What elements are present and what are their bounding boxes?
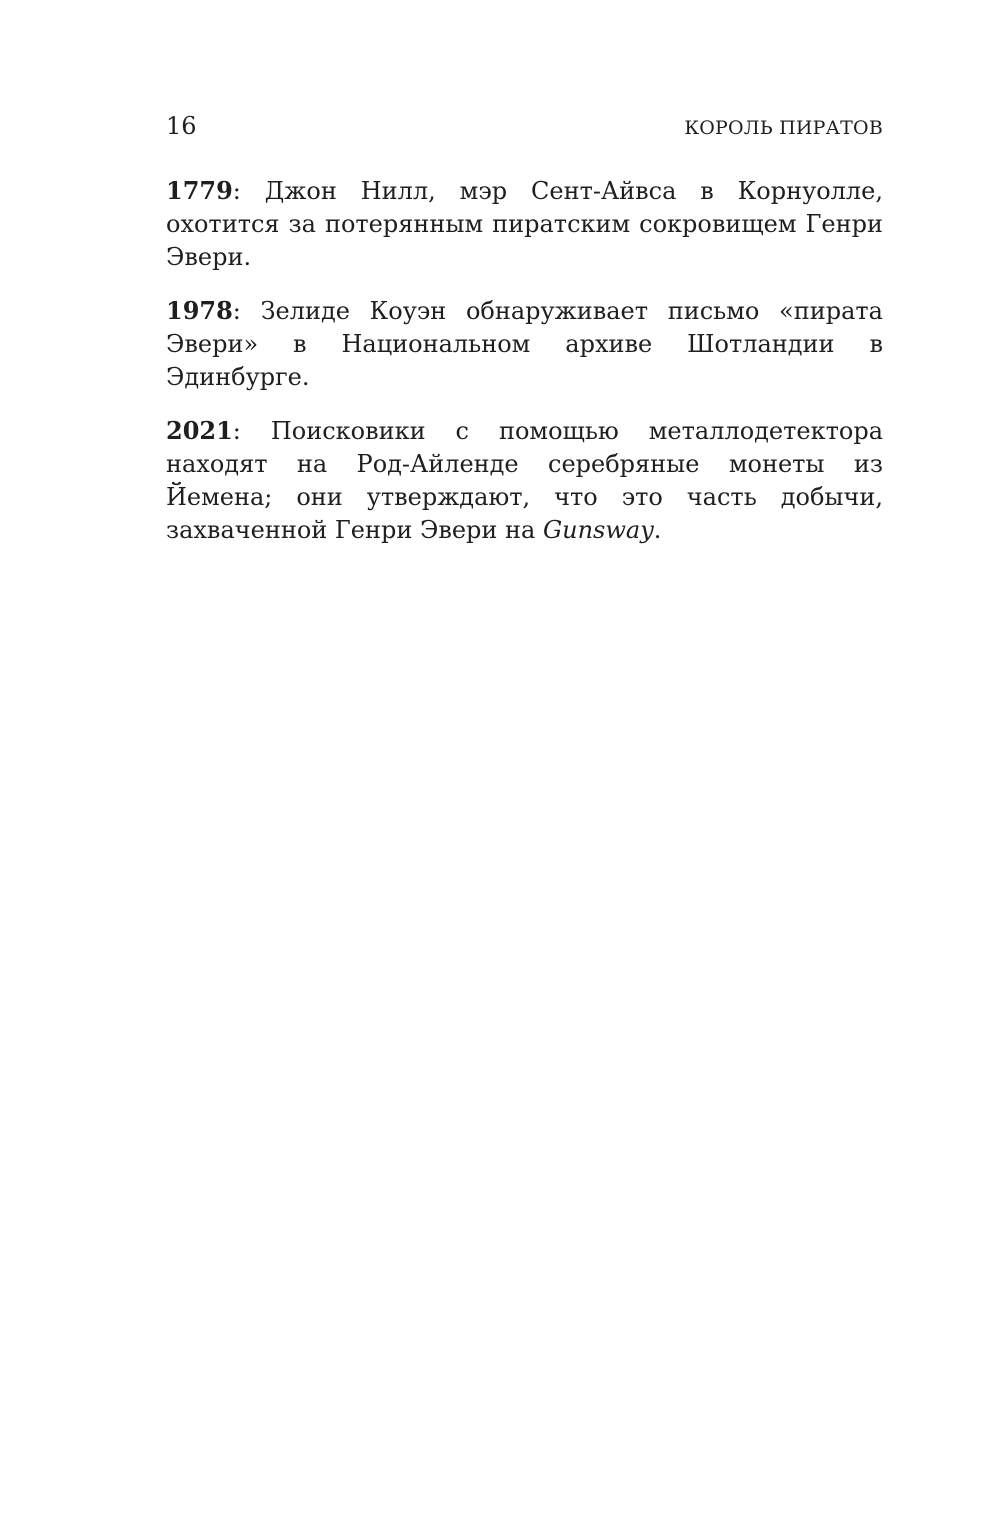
- entry-year: 1779: [166, 176, 233, 205]
- page-number: 16: [166, 112, 197, 140]
- timeline-entry-2021: [166, 414, 883, 547]
- entry-tail: .: [653, 516, 662, 544]
- entry-text: : Зелиде Коуэн обнаруживает письмо «пирата Эвери» в Национальном архиве Шотландии в Эдинбурге.: [166, 297, 883, 391]
- timeline-entry-1978: [166, 294, 883, 394]
- entry-text: : Джон Нилл, мэр Сент-Айвса в Корнуолле, охотится за потерянным пиратским сокровищем Генри Эвери.: [166, 177, 883, 271]
- timeline-entry-1779: [166, 174, 883, 274]
- running-head: [166, 112, 883, 152]
- entry-year: 2021: [166, 416, 233, 445]
- entry-text: : Поисковики с помощью металлодетектора находят на Род-Айленде серебряные монеты из Йемена; они утверждают, что это часть добычи, захваченной Генри Эвери на: [166, 417, 883, 544]
- book-page: [166, 112, 883, 567]
- book-title: КОРОЛЬ ПИРАТОВ: [684, 117, 883, 139]
- ship-name: Gunsway: [542, 516, 654, 544]
- entry-year: 1978: [166, 296, 233, 325]
